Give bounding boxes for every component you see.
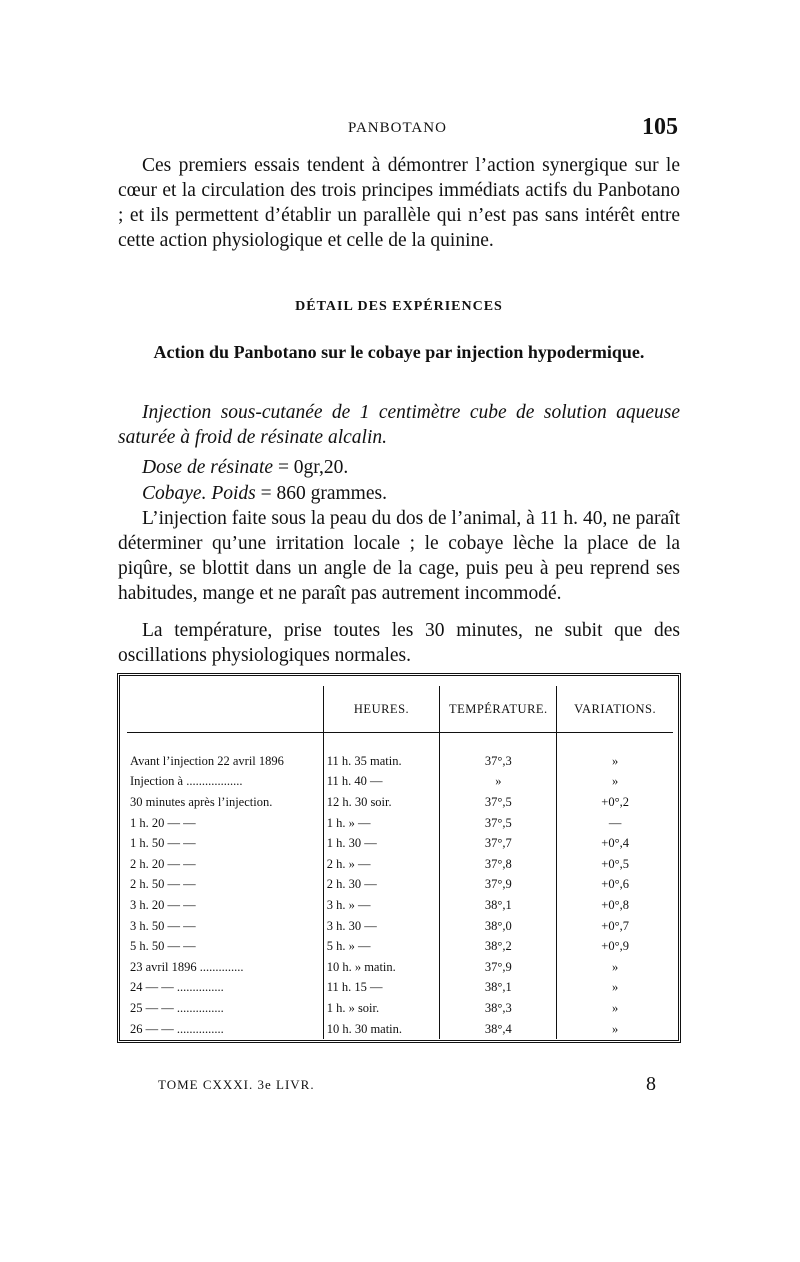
dose-label: Dose de résinate — [142, 457, 274, 478]
page-number: 105 — [642, 114, 678, 140]
header-temperature: TEMPÉRATURE. — [440, 686, 557, 733]
row-time: 2 h. 30 — — [323, 875, 440, 896]
row-variation: +0°,4 — [557, 833, 673, 854]
row-temperature: 38°,2 — [440, 936, 557, 957]
running-title: PANBOTANO — [348, 120, 447, 136]
row-time: 3 h. » — — [323, 895, 440, 916]
table-row — [127, 1019, 673, 1040]
header-variations: VARIATIONS. — [557, 686, 673, 733]
row-temperature: 37°,9 — [440, 875, 557, 896]
row-temperature: » — [440, 772, 557, 793]
row-variation: » — [557, 751, 673, 772]
cobaye-value: = 860 grammes. — [260, 483, 387, 504]
row-temperature: 37°,9 — [440, 957, 557, 978]
row-label: Avant l’injection 22 avril 1896 — [130, 753, 284, 768]
temperature-paragraph: La température, prise toutes les 30 minutes, ne subit que des oscillations physiologiques normales. — [118, 620, 680, 666]
subsection-title: Action du Panbotano sur le cobaye par injection hypodermique. — [153, 342, 645, 362]
table-row — [127, 916, 673, 937]
row-temperature: 37°,8 — [440, 854, 557, 875]
row-label: 2 h. 20 — — — [130, 856, 196, 871]
row-variation: » — [557, 978, 673, 999]
running-head — [118, 114, 678, 148]
row-label: 24 — — ............... — [130, 980, 224, 995]
row-label: 2 h. 50 — — — [130, 877, 196, 892]
row-time: 11 h. 15 — — [323, 978, 440, 999]
table-row — [127, 957, 673, 978]
row-variation: — — [557, 813, 673, 834]
row-variation: +0°,5 — [557, 854, 673, 875]
observation-paragraph: L’injection faite sous la peau du dos de l’animal, à 11 h. 40, ne paraît déterminer qu’une irritation locale ; le cobaye lèche la place de la piqûre, se blottit dans un angle de la cage, puis peu à peu reprend ses habitudes, mange et ne paraît pas autrement incommodé. — [118, 508, 680, 604]
table-spacer-row — [127, 733, 673, 752]
row-time: 1 h. » soir. — [323, 998, 440, 1019]
row-label: 1 h. 20 — — — [130, 815, 196, 830]
row-label: 25 — — ............... — [130, 1000, 224, 1015]
table-row — [127, 751, 673, 772]
row-time: 3 h. 30 — — [323, 916, 440, 937]
footer-sheet-number: 8 — [646, 1073, 656, 1095]
header-blank — [127, 686, 323, 733]
cobaye-label: Cobaye. Poids — [142, 483, 256, 504]
table-row — [127, 978, 673, 999]
table-row — [127, 772, 673, 793]
row-variation: +0°,7 — [557, 916, 673, 937]
table-row — [127, 854, 673, 875]
row-temperature: 38°,1 — [440, 978, 557, 999]
temperature-table — [127, 686, 673, 1039]
row-time: 12 h. 30 soir. — [323, 792, 440, 813]
row-label: 30 minutes après l’injection. — [130, 794, 273, 809]
row-time: 5 h. » — — [323, 936, 440, 957]
dose-line — [142, 455, 682, 480]
row-temperature: 38°,4 — [440, 1019, 557, 1040]
row-label: 23 avril 1896 .............. — [130, 959, 244, 974]
row-label: 1 h. 50 — — — [130, 836, 196, 851]
row-time: 11 h. 35 matin. — [323, 751, 440, 772]
row-label: 3 h. 50 — — — [130, 918, 196, 933]
row-variation: +0°,8 — [557, 895, 673, 916]
table-row — [127, 813, 673, 834]
cobaye-line — [142, 481, 682, 506]
row-variation: » — [557, 1019, 673, 1040]
row-time: 10 h. 30 matin. — [323, 1019, 440, 1040]
row-variation: +0°,2 — [557, 792, 673, 813]
row-variation: +0°,9 — [557, 936, 673, 957]
row-label: Injection à .................. — [130, 774, 243, 789]
table-row — [127, 833, 673, 854]
table-row — [127, 998, 673, 1019]
row-time: 1 h. 30 — — [323, 833, 440, 854]
row-time: 1 h. » — — [323, 813, 440, 834]
row-temperature: 37°,7 — [440, 833, 557, 854]
row-temperature: 38°,3 — [440, 998, 557, 1019]
intro-paragraph: Ces premiers essais tendent à démontrer l’action synergique sur le cœur et la circulation des trois principes immédiats actifs du Panbotano ; et ils permettent d’établir un parallèle qui n’est pas sans intérêt entre cette action physiologique et celle de la quinine. — [118, 155, 680, 251]
row-temperature: 38°,0 — [440, 916, 557, 937]
header-hours: HEURES. — [323, 686, 440, 733]
row-time: 10 h. » matin. — [323, 957, 440, 978]
row-variation: +0°,6 — [557, 875, 673, 896]
row-label: 26 — — ............... — [130, 1021, 224, 1036]
injection-paragraph: Injection sous-cutanée de 1 centimètre cube de solution aqueuse saturée à froid de résinate alcalin. — [118, 402, 680, 448]
dose-value: = 0gr,20. — [277, 457, 349, 478]
row-label: 5 h. 50 — — — [130, 939, 196, 954]
row-time: 11 h. 40 — — [323, 772, 440, 793]
row-label: 3 h. 20 — — — [130, 897, 196, 912]
row-temperature: 38°,1 — [440, 895, 557, 916]
footer-signature: TOME CXXXI. 3e LIVR. — [158, 1077, 315, 1092]
section-title: DÉTAIL DES EXPÉRIENCES — [295, 299, 503, 314]
table-row — [127, 895, 673, 916]
row-temperature: 37°,5 — [440, 792, 557, 813]
table-row — [127, 875, 673, 896]
table-header-row — [127, 686, 673, 733]
page-footer — [158, 1073, 680, 1103]
row-variation: » — [557, 772, 673, 793]
row-temperature: 37°,3 — [440, 751, 557, 772]
table-row — [127, 936, 673, 957]
row-time: 2 h. » — — [323, 854, 440, 875]
row-variation: » — [557, 998, 673, 1019]
row-variation: » — [557, 957, 673, 978]
table-row — [127, 792, 673, 813]
row-temperature: 37°,5 — [440, 813, 557, 834]
